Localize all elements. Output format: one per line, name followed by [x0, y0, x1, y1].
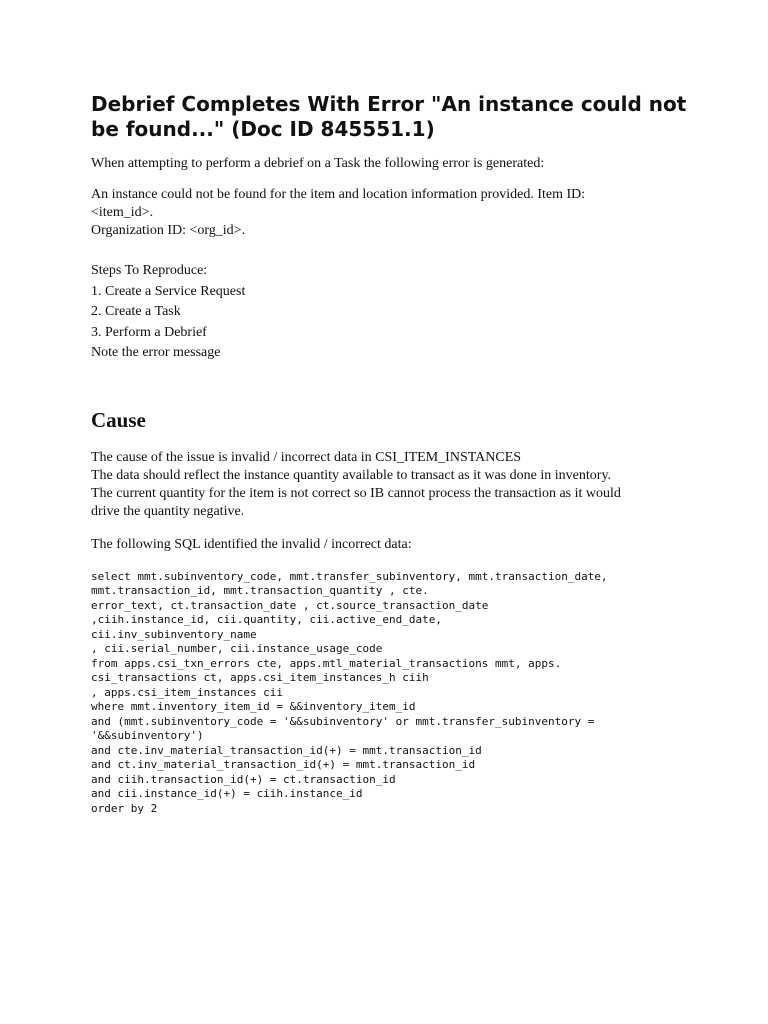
cause-line: The data should reflect the instance quantity available to transact as it was done in inventory. — [91, 467, 612, 483]
sql-line: and cte.inv_material_transaction_id(+) = mmt.transaction_id — [91, 743, 482, 757]
sql-line: and ciih.transaction_id(+) = ct.transaction_id — [91, 772, 396, 786]
sql-line: cii.inv_subinventory_name — [91, 627, 257, 641]
sql-line: csi_transactions ct, apps.csi_item_instances_h ciih — [91, 671, 429, 684]
error-line: An instance could not be found for the item and location information provided. Item ID: — [91, 187, 586, 202]
cause-heading: Cause — [91, 407, 146, 432]
step-item: 1. Create a Service Request — [91, 283, 246, 299]
cause-line: The cause of the issue is invalid / incorrect data in CSI_ITEM_INSTANCES — [91, 449, 522, 465]
sql-line: , cii.serial_number, cii.instance_usage_code — [91, 642, 383, 655]
sql-line: and (mmt.subinventory_code = '&&subinventory' or mmt.transfer_subinventory = — [91, 714, 595, 728]
sql-line: where mmt.inventory_item_id = &&inventory_item_id — [91, 700, 416, 713]
sql-code-block — [91, 570, 691, 817]
note-text: Note the error message — [91, 344, 221, 360]
document-title: Debrief Completes With Error "An instance could not be found..." (Doc ID 845551.1) — [91, 92, 687, 141]
sql-line: error_text, ct.transaction_date , ct.source_transaction_date — [91, 598, 489, 612]
cause-paragraph — [91, 449, 691, 521]
sql-line: mmt.transaction_id, mmt.transaction_quantity , cte. — [91, 584, 429, 597]
sql-line: and ct.inv_material_transaction_id(+) = mmt.transaction_id — [91, 758, 476, 771]
sql-line: order by 2 — [91, 801, 158, 815]
steps-label: Steps To Reproduce: — [91, 263, 208, 278]
sql-line: from apps.csi_txn_errors cte, apps.mtl_material_transactions mmt, apps. — [91, 656, 562, 670]
document-page — [91, 92, 691, 816]
sql-intro: The following SQL identified the invalid / incorrect data: — [91, 536, 412, 552]
cause-line: The current quantity for the item is not correct so IB cannot process the transaction as it would — [91, 485, 621, 501]
sql-line: select mmt.subinventory_code, mmt.transfer_subinventory, mmt.transaction_date, — [91, 569, 608, 583]
cause-line: drive the quantity negative. — [91, 503, 245, 519]
intro-paragraph: When attempting to perform a debrief on a Task the following error is generated: — [91, 156, 545, 171]
sql-line: '&&subinventory') — [91, 729, 204, 742]
error-line: <item_id>. — [91, 205, 154, 220]
step-item: 3. Perform a Debrief — [91, 324, 207, 340]
step-item: 2. Create a Task — [91, 304, 181, 319]
error-message-block — [91, 186, 691, 240]
error-line: Organization ID: <org_id>. — [91, 223, 246, 238]
sql-line: ,ciih.instance_id, cii.quantity, cii.active_end_date, — [91, 613, 442, 626]
sql-line: and cii.instance_id(+) = ciih.instance_id — [91, 787, 363, 800]
sql-line: , apps.csi_item_instances cii — [91, 685, 284, 699]
